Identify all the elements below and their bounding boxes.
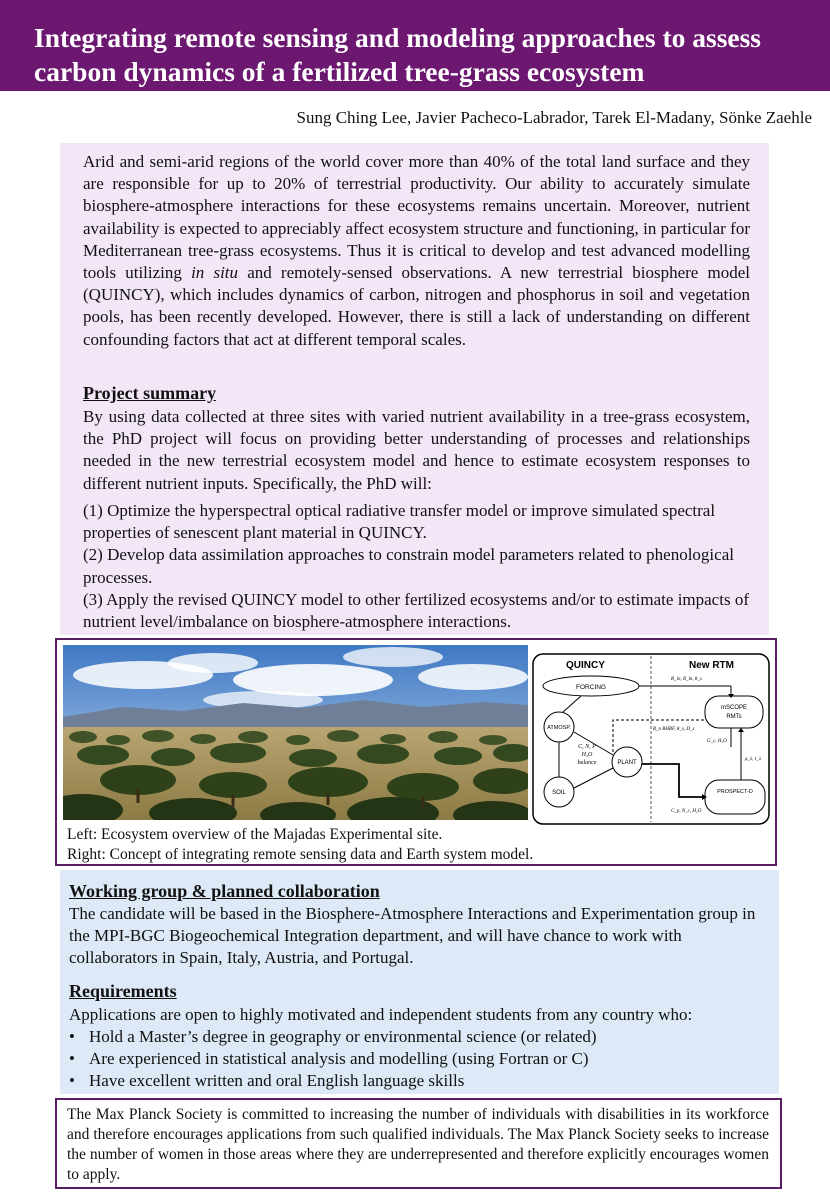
requirements-list (69, 1026, 597, 1093)
figure-panel (55, 638, 777, 866)
requirements-text: Applications are open to highly motivated and independent students from any country who: (69, 1005, 693, 1024)
working-group-heading: Working group & planned collaboration (69, 881, 380, 901)
intro-italic-text: in situ (191, 263, 239, 283)
project-summary-text: By using data collected at three sites with varied nutrient availability in a tree-grass ecosystem, the PhD project will focus on providing better understanding of processes and relationships needed in the new terrestrial ecosystem model and hence to estimate ecosystem responses to different nutrient inputs. Specifically, the PhD will: (83, 407, 750, 493)
ecosystem-photo (63, 645, 528, 820)
objective-item: (3) Apply the revised QUINCY model to other fertilized ecosystems and/or to estimate impacts of nutrient level/imbalance on biosphere-atmosphere interactions. (83, 589, 749, 632)
title-line-2: carbon dynamics of a fertilized tree-grass ecosystem (34, 56, 645, 87)
project-summary-heading: Project summary (83, 383, 217, 403)
list-item (69, 1048, 597, 1070)
prospect-input-label: C_p, N_c, H₂O (671, 809, 702, 814)
rmt-label: RMTs (726, 714, 742, 720)
gc-label: G_c, H₂O (707, 739, 727, 744)
figure-caption (67, 825, 533, 864)
intro-text-part2: and remotely-sensed observations. A new terrestrial biosphere model (QUINCY), which includes dynamics of carbon, nitrogen and phosphorus in soil and vegetation pools, has been recently developed. However, there is still a lack of understanding on different confounding factors that act at different temporal scales. (83, 263, 750, 349)
concept-diagram (531, 652, 771, 827)
balance-label: balance (577, 760, 597, 766)
prospect-label: PROSPECT-D (717, 789, 753, 795)
requirement-text: Are experienced in statistical analysis and modelling (using Fortran or C) (89, 1049, 589, 1069)
h2o-label: H₂O (581, 752, 593, 758)
caption-left: Left: Ecosystem overview of the Majadas Experimental site. (67, 826, 443, 843)
rho-label: ρ_λ, τ_λ (745, 757, 762, 762)
plant-label: PLANT (617, 760, 637, 766)
prospect-node (705, 780, 765, 814)
bullet-dot: • (69, 1071, 75, 1091)
bullet-dot: • (69, 1027, 75, 1046)
poster-title (34, 21, 814, 89)
objective-item: (1) Optimize the hyperspectral optical radiative transfer model or improve simulated spectral properties of senescent plant material in QUINCY. (83, 501, 716, 543)
working-group-text: The candidate will be based in the Biosphere-Atmosphere Interactions and Experimentation group in the MPI-BGC Biogeochemical Integration department, and will have chance to work with collaborators in Spain, Italy, Austria, and Portugal. (69, 904, 756, 968)
mscope-label: mSCOPE (720, 705, 748, 711)
mscope-node (705, 696, 763, 728)
new-rtm-label: New RTM (689, 660, 734, 671)
forcing-label: FORCING (576, 684, 606, 691)
atmosphere-label: ATMOSP. (547, 725, 571, 731)
caption-right: Right: Concept of integrating remote sensing data and Earth system model. (67, 845, 534, 863)
objectives-list (83, 500, 750, 633)
list-item (69, 1070, 597, 1092)
intro-section (60, 143, 769, 635)
lai-label: R_n BHRF, θ_s, D_s (653, 727, 695, 732)
rin-label: R_in, R_ln, θ_s (671, 677, 702, 682)
details-section (60, 870, 779, 1094)
requirement-text: Hold a Master’s degree in geography or environmental science (or related) (89, 1027, 597, 1046)
list-item (69, 1026, 597, 1048)
intro-paragraph (83, 151, 750, 351)
requirements-heading: Requirements (69, 981, 177, 1001)
soil-label: SOIL (552, 790, 566, 796)
model-diagram-svg (531, 652, 771, 827)
poster-header (0, 0, 830, 91)
equal-opportunity-statement (55, 1098, 782, 1189)
objective-item: (2) Develop data assimilation approaches to constrain model parameters related to phenological processes. (83, 545, 734, 587)
cnp-label: C, N, P (578, 744, 596, 750)
landscape-image (63, 645, 528, 820)
quincy-label: QUINCY (566, 660, 605, 671)
author-list: Sung Ching Lee, Javier Pacheco-Labrador, Tarek El-Madany, Sönke Zaehle (296, 108, 812, 127)
bullet-dot: • (69, 1049, 75, 1069)
title-line-1: Integrating remote sensing and modeling approaches to assess (34, 22, 762, 53)
policy-text: The Max Planck Society is committed to increasing the number of individuals with disabilities in its workforce and therefore encourages applications from such qualified individuals. The Max Planck Society seeks to increase the number of women in those areas where they are underrepresented and therefore explicitly encourages women to apply. (67, 1106, 769, 1183)
requirement-text: Have excellent written and oral English language skills (89, 1071, 465, 1091)
intro-text-part1: Arid and semi-arid regions of the world cover more than 40% of the total land surface and they are responsible for up to 20% of terrestrial productivity. Our ability to accurately simulate biosphere-atmosphere interactions for these ecosystems remains uncertain. Moreover, nutrient availability is expected to appreciably affect ecosystem structure and functioning, in particular for Mediterranean tree-grass ecosystems. Thus it is critical to develop and test advanced modelling tools utilizing (83, 152, 750, 283)
